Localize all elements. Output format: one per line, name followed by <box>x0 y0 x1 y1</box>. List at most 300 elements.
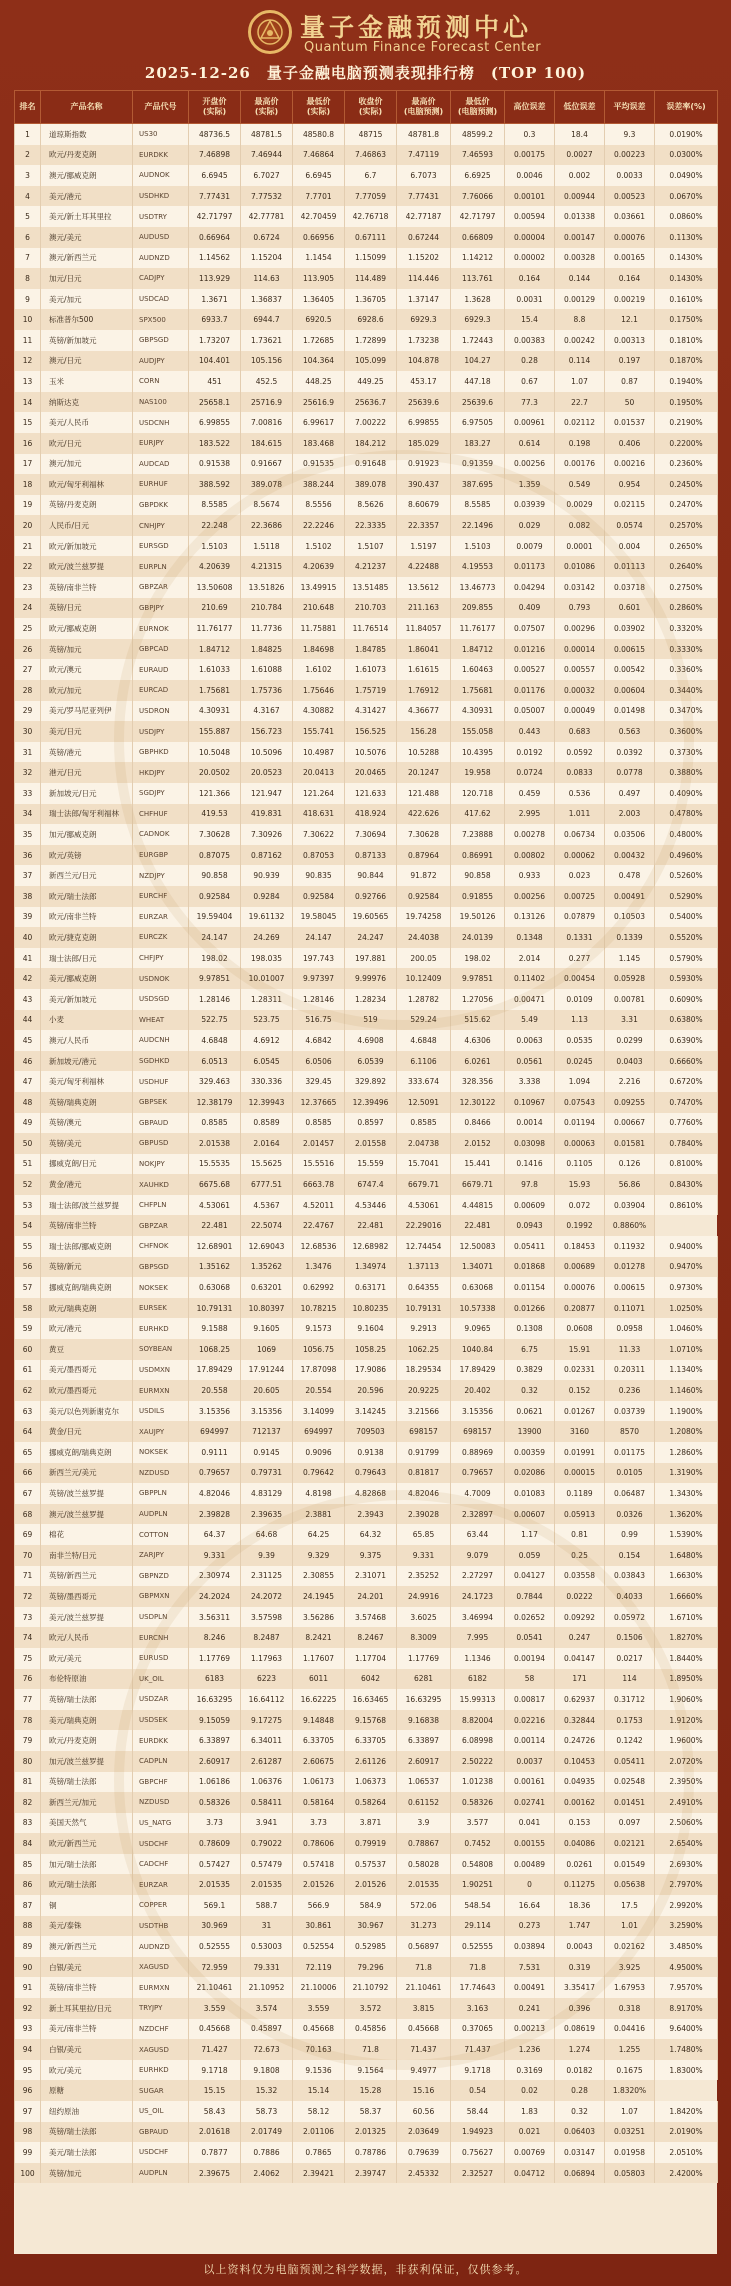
product-code-cell: EURJPY <box>133 433 189 454</box>
low-price-cell: 25616.9 <box>293 392 345 413</box>
high-price-cell: 42.77781 <box>241 206 293 227</box>
predicted-high-cell: 0.8585 <box>397 1113 451 1134</box>
error-rate-cell: 0.4090% <box>655 783 718 804</box>
rank-cell: 46 <box>15 1051 41 1072</box>
open-price-cell: 6183 <box>189 1669 241 1690</box>
open-price-cell: 30.969 <box>189 1916 241 1937</box>
rank-cell: 82 <box>15 1792 41 1813</box>
page-title-english: Quantum Finance Forecast Center <box>304 40 542 55</box>
rank-cell: 16 <box>15 433 41 454</box>
high-error-cell: 2.995 <box>505 804 555 825</box>
low-price-cell: 6.33705 <box>293 1730 345 1751</box>
close-price-cell: 1.06373 <box>345 1772 397 1793</box>
predicted-high-cell: 42.77187 <box>397 206 451 227</box>
high-price-cell: 523.75 <box>241 1010 293 1031</box>
product-name-cell: 黄金/港元 <box>41 1174 133 1195</box>
low-error-cell: 0.00689 <box>555 1257 605 1278</box>
rank-cell: 54 <box>15 1215 41 1236</box>
predicted-low-cell: 198.02 <box>451 948 505 969</box>
predicted-low-cell: 0.88969 <box>451 1442 505 1463</box>
low-price-cell: 20.0413 <box>293 762 345 783</box>
low-error-cell: 0.152 <box>555 1380 605 1401</box>
predicted-low-cell: 0.86991 <box>451 845 505 866</box>
close-price-cell: 48715 <box>345 124 397 145</box>
low-error-cell: 0.06894 <box>555 2163 605 2184</box>
low-error-cell: 0.0535 <box>555 1030 605 1051</box>
predicted-high-cell: 2.60917 <box>397 1751 451 1772</box>
close-price-cell: 15.28 <box>345 2080 397 2101</box>
product-code-cell: GBPUSD <box>133 1133 189 1154</box>
error-rate-cell: 0.2190% <box>655 412 718 433</box>
predicted-high-cell: 529.24 <box>397 1010 451 1031</box>
low-error-cell: 1.07 <box>555 371 605 392</box>
product-code-cell: NOKSEK <box>133 1277 189 1298</box>
low-error-cell: 0.549 <box>555 474 605 495</box>
open-price-cell: 0.8585 <box>189 1113 241 1134</box>
open-price-cell: 113.929 <box>189 268 241 289</box>
close-price-cell: 64.32 <box>345 1524 397 1545</box>
error-rate-cell: 0.6380% <box>655 1010 718 1031</box>
logo-emblem <box>248 10 292 54</box>
high-price-cell: 1.75736 <box>241 680 293 701</box>
product-code-cell: EURCHF <box>133 886 189 907</box>
low-error-cell: 1.094 <box>555 1071 605 1092</box>
rank-cell: 27 <box>15 659 41 680</box>
open-price-cell: 22.248 <box>189 515 241 536</box>
predicted-high-cell: 698157 <box>397 1421 451 1442</box>
high-error-cell: 0.0561 <box>505 1051 555 1072</box>
product-code-cell: CADCHF <box>133 1854 189 1875</box>
close-price-cell: 2.61126 <box>345 1751 397 1772</box>
table-row <box>15 1051 718 1072</box>
open-price-cell: 2.39828 <box>189 1504 241 1525</box>
product-name-cell: 棉花 <box>41 1524 133 1545</box>
avg-error-cell: 0.04416 <box>605 2019 655 2040</box>
avg-error-cell: 0.87 <box>605 371 655 392</box>
open-price-cell: 4.53061 <box>189 1195 241 1216</box>
error-rate-cell: 1.9060% <box>655 1689 718 1710</box>
low-error-cell: 0.114 <box>555 351 605 372</box>
table-row <box>15 886 718 907</box>
low-price-cell: 1.17607 <box>293 1648 345 1669</box>
avg-error-cell: 0.00523 <box>605 186 655 207</box>
open-price-cell: 419.53 <box>189 804 241 825</box>
high-price-cell: 20.605 <box>241 1380 293 1401</box>
avg-error-cell: 2.003 <box>605 804 655 825</box>
low-price-cell: 9.1573 <box>293 1318 345 1339</box>
product-code-cell: EURZAR <box>133 907 189 928</box>
predicted-low-cell: 4.44815 <box>451 1195 505 1216</box>
low-error-cell: 0.05913 <box>555 1504 605 1525</box>
open-price-cell: 0.78609 <box>189 1833 241 1854</box>
open-price-cell: 1.5103 <box>189 536 241 557</box>
logo-icon <box>255 17 285 47</box>
predicted-high-cell: 0.78867 <box>397 1833 451 1854</box>
close-price-cell: 90.844 <box>345 865 397 886</box>
error-rate-cell: 0.0860% <box>655 206 718 227</box>
low-price-cell: 90.835 <box>293 865 345 886</box>
high-price-cell: 1.5118 <box>241 536 293 557</box>
avg-error-cell: 1.07 <box>605 2101 655 2122</box>
close-price-cell: 0.91648 <box>345 454 397 475</box>
close-price-cell: 24.201 <box>345 1586 397 1607</box>
table-row <box>15 351 718 372</box>
error-rate-cell: 0.1430% <box>655 248 718 269</box>
high-error-cell: 0.00961 <box>505 412 555 433</box>
low-error-cell: 0.32 <box>555 2101 605 2122</box>
product-name-cell: 欧元/加元 <box>41 680 133 701</box>
product-code-cell: GBPAUD <box>133 2122 189 2143</box>
product-name-cell: 美元/挪威克朗 <box>41 968 133 989</box>
product-name-cell: 欧元/墨西哥元 <box>41 1380 133 1401</box>
table-row <box>15 474 718 495</box>
table-row <box>15 1895 718 1916</box>
close-price-cell: 210.703 <box>345 598 397 619</box>
low-error-cell: 0.00557 <box>555 659 605 680</box>
table-row <box>15 1133 718 1154</box>
open-price-cell: 1.28146 <box>189 989 241 1010</box>
close-price-cell: 12.39496 <box>345 1092 397 1113</box>
product-code-cell: EURPLN <box>133 556 189 577</box>
table-row <box>15 145 718 166</box>
high-price-cell: 452.5 <box>241 371 293 392</box>
error-rate-cell: 0.4780% <box>655 804 718 825</box>
predicted-low-cell: 22.481 <box>451 1215 505 1236</box>
rank-cell: 5 <box>15 206 41 227</box>
high-error-cell: 1.17 <box>505 1524 555 1545</box>
low-price-cell: 3.559 <box>293 1998 345 2019</box>
close-price-cell: 42.76718 <box>345 206 397 227</box>
predicted-low-cell: 12.30122 <box>451 1092 505 1113</box>
predicted-low-cell: 7.23888 <box>451 824 505 845</box>
low-price-cell: 4.52011 <box>293 1195 345 1216</box>
product-code-cell: EURMXN <box>133 1977 189 1998</box>
open-price-cell: 6675.68 <box>189 1174 241 1195</box>
open-price-cell: 10.5048 <box>189 742 241 763</box>
error-rate-cell: 0.2860% <box>655 598 718 619</box>
open-price-cell: 64.37 <box>189 1524 241 1545</box>
avg-error-cell: 0.99 <box>605 1524 655 1545</box>
rank-cell: 94 <box>15 2039 41 2060</box>
product-name-cell: 英镑/加元 <box>41 2163 133 2184</box>
open-price-cell: 17.89429 <box>189 1360 241 1381</box>
table-row <box>15 1277 718 1298</box>
error-rate-cell: 0.6390% <box>655 1030 718 1051</box>
table-row <box>15 186 718 207</box>
predicted-low-cell: 1040.84 <box>451 1339 505 1360</box>
error-rate-cell: 0.0190% <box>655 124 718 145</box>
error-rate-cell: 0.4800% <box>655 824 718 845</box>
avg-error-cell: 0.01278 <box>605 1257 655 1278</box>
high-price-cell: 1.28311 <box>241 989 293 1010</box>
high-price-cell: 9.17275 <box>241 1710 293 1731</box>
high-price-cell: 1.61088 <box>241 659 293 680</box>
low-price-cell: 3.73 <box>293 1813 345 1834</box>
table-row <box>15 2101 718 2122</box>
high-error-cell: 0.01154 <box>505 1277 555 1298</box>
avg-error-cell: 0.00313 <box>605 330 655 351</box>
low-error-cell: 0.082 <box>555 515 605 536</box>
close-price-cell: 0.92766 <box>345 886 397 907</box>
table-row <box>15 1360 718 1381</box>
predicted-low-cell: 3.577 <box>451 1813 505 1834</box>
open-price-cell: 4.30931 <box>189 701 241 722</box>
avg-error-cell: 0.00223 <box>605 145 655 166</box>
error-rate-cell: 1.2860% <box>655 1442 718 1463</box>
predicted-low-cell: 17.74643 <box>451 1977 505 1998</box>
low-price-cell: 104.364 <box>293 351 345 372</box>
error-rate-cell: 1.5390% <box>655 1524 718 1545</box>
rank-cell: 45 <box>15 1030 41 1051</box>
predicted-low-cell: 387.695 <box>451 474 505 495</box>
predicted-high-cell: 9.331 <box>397 1545 451 1566</box>
open-price-cell: 0.79657 <box>189 1463 241 1484</box>
predicted-low-cell: 9.0965 <box>451 1318 505 1339</box>
ranking-table-container <box>14 90 717 2254</box>
avg-error-cell: 0.01958 <box>605 2142 655 2163</box>
error-rate-cell: 0.0300% <box>655 145 718 166</box>
predicted-high-cell: 333.674 <box>397 1071 451 1092</box>
low-price-cell: 17.87098 <box>293 1360 345 1381</box>
error-rate-cell: 0.3470% <box>655 701 718 722</box>
avg-error-cell: 12.1 <box>605 309 655 330</box>
table-row <box>15 948 718 969</box>
product-name-cell: 标准普尔500 <box>41 309 133 330</box>
low-error-cell: 3160 <box>555 1421 605 1442</box>
low-error-cell: 0.00062 <box>555 845 605 866</box>
avg-error-cell: 0.10503 <box>605 907 655 928</box>
predicted-low-cell: 48599.2 <box>451 124 505 145</box>
predicted-high-cell: 0.87964 <box>397 845 451 866</box>
open-price-cell: 0.58326 <box>189 1792 241 1813</box>
predicted-high-cell: 1.37113 <box>397 1257 451 1278</box>
predicted-high-cell: 0.67244 <box>397 227 451 248</box>
high-error-cell: 97.8 <box>505 1174 555 1195</box>
low-price-cell: 19.58045 <box>293 907 345 928</box>
product-name-cell: 挪威克朗/瑞典克朗 <box>41 1277 133 1298</box>
high-price-cell: 22.3686 <box>241 515 293 536</box>
low-price-cell: 210.648 <box>293 598 345 619</box>
rank-cell: 10 <box>15 309 41 330</box>
avg-error-cell: 0.954 <box>605 474 655 495</box>
close-price-cell: 4.53446 <box>345 1195 397 1216</box>
low-price-cell: 4.20639 <box>293 556 345 577</box>
close-price-cell: 6928.6 <box>345 309 397 330</box>
low-error-cell: 0.00049 <box>555 701 605 722</box>
product-code-cell: AUDPLN <box>133 1504 189 1525</box>
high-error-cell: 0.00491 <box>505 1977 555 1998</box>
avg-error-cell: 0.00076 <box>605 227 655 248</box>
predicted-low-cell: 10.4395 <box>451 742 505 763</box>
low-error-cell: 0.396 <box>555 1998 605 2019</box>
product-name-cell: 南非兰特/日元 <box>41 1545 133 1566</box>
rank-cell: 79 <box>15 1730 41 1751</box>
low-price-cell: 42.70459 <box>293 206 345 227</box>
rank-cell: 50 <box>15 1133 41 1154</box>
error-rate-cell: 0.1810% <box>655 330 718 351</box>
predicted-high-cell: 1.15202 <box>397 248 451 269</box>
avg-error-cell: 1.145 <box>605 948 655 969</box>
table-row <box>15 206 718 227</box>
avg-error-cell: 0.03843 <box>605 1566 655 1587</box>
high-error-cell: 0.67 <box>505 371 555 392</box>
predicted-high-cell: 4.82046 <box>397 1483 451 1504</box>
close-price-cell: 4.6908 <box>345 1030 397 1051</box>
high-price-cell: 7.30926 <box>241 824 293 845</box>
avg-error-cell: 0.01175 <box>605 1442 655 1463</box>
table-header-row <box>15 91 718 124</box>
table-row <box>15 783 718 804</box>
low-error-cell: 0.198 <box>555 433 605 454</box>
table-row <box>15 330 718 351</box>
rank-cell: 86 <box>15 1874 41 1895</box>
low-price-cell: 2.01457 <box>293 1133 345 1154</box>
low-error-cell: 0.04935 <box>555 1772 605 1793</box>
low-error-cell: 0.1331 <box>555 927 605 948</box>
error-rate-cell: 0.1750% <box>655 309 718 330</box>
close-price-cell: 1.34974 <box>345 1257 397 1278</box>
rank-cell: 19 <box>15 495 41 516</box>
high-price-cell: 6777.51 <box>241 1174 293 1195</box>
predicted-low-cell: 6.97505 <box>451 412 505 433</box>
high-error-cell: 58 <box>505 1669 555 1690</box>
table-row <box>15 1030 718 1051</box>
rank-cell: 7 <box>15 248 41 269</box>
product-name-cell: 英镑/波兰兹罗提 <box>41 1483 133 1504</box>
high-error-cell: 0.0621 <box>505 1401 555 1422</box>
rank-cell: 49 <box>15 1113 41 1134</box>
product-name-cell: 新加坡元/港元 <box>41 1051 133 1072</box>
rank-cell: 69 <box>15 1524 41 1545</box>
open-price-cell: 8.5585 <box>189 495 241 516</box>
high-error-cell: 0.01083 <box>505 1483 555 1504</box>
open-price-cell: 24.147 <box>189 927 241 948</box>
close-price-cell: 8.5626 <box>345 495 397 516</box>
high-error-cell: 1.83 <box>505 2101 555 2122</box>
rank-cell: 28 <box>15 680 41 701</box>
low-error-cell: 0.0001 <box>555 536 605 557</box>
error-rate-cell: 2.9920% <box>655 1895 718 1916</box>
product-name-cell: 美元/波兰兹罗提 <box>41 1607 133 1628</box>
close-price-cell: 13.51485 <box>345 577 397 598</box>
predicted-low-cell: 1.60463 <box>451 659 505 680</box>
high-price-cell: 21.10952 <box>241 1977 293 1998</box>
open-price-cell: 104.401 <box>189 351 241 372</box>
rank-cell: 84 <box>15 1833 41 1854</box>
open-price-cell: 1.84712 <box>189 639 241 660</box>
high-error-cell: 77.3 <box>505 392 555 413</box>
avg-error-cell: 0.00781 <box>605 989 655 1010</box>
product-code-cell: XAGUSD <box>133 1957 189 1978</box>
error-rate-cell: 3.2590% <box>655 1916 718 1937</box>
product-name-cell: 美元/港元 <box>41 186 133 207</box>
high-price-cell: 198.035 <box>241 948 293 969</box>
high-error-cell: 0.04127 <box>505 1566 555 1587</box>
product-code-cell: GBPHKD <box>133 742 189 763</box>
open-price-cell: 20.0502 <box>189 762 241 783</box>
open-price-cell: 0.57427 <box>189 1854 241 1875</box>
close-price-cell: 0.9138 <box>345 1442 397 1463</box>
high-price-cell: 156.723 <box>241 721 293 742</box>
predicted-high-cell: 390.437 <box>397 474 451 495</box>
high-error-cell: 0.029 <box>505 515 555 536</box>
close-price-cell: 156.525 <box>345 721 397 742</box>
predicted-low-cell: 1.84712 <box>451 639 505 660</box>
error-rate-cell: 1.3190% <box>655 1463 718 1484</box>
table-row <box>15 598 718 619</box>
predicted-high-cell: 7.77431 <box>397 186 451 207</box>
close-price-cell: 0.78786 <box>345 2142 397 2163</box>
avg-error-cell: 0.0574 <box>605 515 655 536</box>
avg-error-cell: 0.0778 <box>605 762 655 783</box>
low-price-cell: 1.1454 <box>293 248 345 269</box>
low-price-cell: 12.68536 <box>293 1236 345 1257</box>
high-price-cell: 0.58411 <box>241 1792 293 1813</box>
product-code-cell: EURDKK <box>133 1730 189 1751</box>
high-error-cell: 0.00359 <box>505 1442 555 1463</box>
table-row <box>15 2039 718 2060</box>
close-price-cell: 3.57468 <box>345 1607 397 1628</box>
close-price-cell: 197.881 <box>345 948 397 969</box>
high-error-cell: 0.0724 <box>505 762 555 783</box>
predicted-high-cell: 12.5091 <box>397 1092 451 1113</box>
low-price-cell: 113.905 <box>293 268 345 289</box>
high-error-cell: 15.4 <box>505 309 555 330</box>
close-price-cell: 1058.25 <box>345 1339 397 1360</box>
high-price-cell: 25716.9 <box>241 392 293 413</box>
high-error-cell: 0.614 <box>505 433 555 454</box>
low-error-cell: 15.93 <box>555 1174 605 1195</box>
high-error-cell: 0.0046 <box>505 165 555 186</box>
product-name-cell: 瑞士法郎/波兰兹罗提 <box>41 1195 133 1216</box>
high-error-cell: 0 <box>505 1874 555 1895</box>
open-price-cell: 6.6945 <box>189 165 241 186</box>
low-price-cell: 329.45 <box>293 1071 345 1092</box>
error-rate-cell: 0.2470% <box>655 495 718 516</box>
close-price-cell: 0.79643 <box>345 1463 397 1484</box>
product-name-cell: 欧元/日元 <box>41 433 133 454</box>
table-row <box>15 536 718 557</box>
rank-cell: 22 <box>15 556 41 577</box>
product-name-cell: 英镑/日元 <box>41 598 133 619</box>
product-name-cell: 美元/日元 <box>41 721 133 742</box>
product-name-cell: 布伦特原油 <box>41 1669 133 1690</box>
error-rate-cell: 0.1610% <box>655 289 718 310</box>
high-price-cell: 389.078 <box>241 474 293 495</box>
predicted-low-cell: 90.858 <box>451 865 505 886</box>
low-price-cell: 1056.75 <box>293 1339 345 1360</box>
high-price-cell: 24.2072 <box>241 1586 293 1607</box>
predicted-high-cell: 6929.3 <box>397 309 451 330</box>
high-price-cell: 0.6724 <box>241 227 293 248</box>
high-error-cell: 0.01176 <box>505 680 555 701</box>
high-error-cell: 0.13126 <box>505 907 555 928</box>
rank-cell: 24 <box>15 598 41 619</box>
low-error-cell: 3.35417 <box>555 1977 605 1998</box>
predicted-low-cell: 1.34071 <box>451 1257 505 1278</box>
low-price-cell: 1.5102 <box>293 536 345 557</box>
close-price-cell: 20.596 <box>345 1380 397 1401</box>
product-name-cell: 美元/墨西哥元 <box>41 1360 133 1381</box>
product-code-cell: AUDCNH <box>133 1030 189 1051</box>
product-code-cell: USDSEK <box>133 1710 189 1731</box>
close-price-cell: 16.63465 <box>345 1689 397 1710</box>
product-name-cell: 英镑/墨西哥元 <box>41 1586 133 1607</box>
predicted-low-cell: 19.958 <box>451 762 505 783</box>
high-price-cell: 22.5074 <box>241 1215 293 1236</box>
product-code-cell: AUDNOK <box>133 165 189 186</box>
product-code-cell: GBPDKK <box>133 495 189 516</box>
